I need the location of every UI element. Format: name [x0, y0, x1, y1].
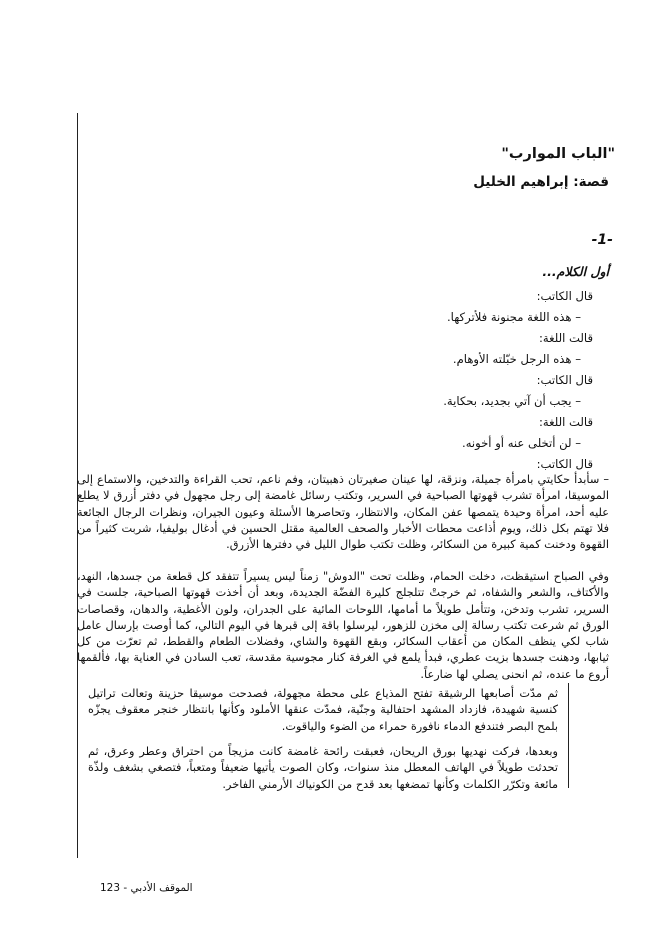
dialog-line: – هذه اللغة مجنونة فلأتركها. — [446, 310, 581, 324]
dialog-line: قال الكاتب: — [536, 457, 593, 471]
page-footer: الموقف الأدبي - 123 — [100, 882, 193, 894]
paragraph: – سأبدأ حكايتي بامرأة جميلة، ونزقة، لها عينان صغيرتان ذهبيتان، وفم ناعم، تحب القراءة والتدخين، والاستماع إلى الموسيقا، امرأة تشرب قهوتها الصباحية في السرير، وتكتب رسائل غامضة إلى رجل مجهول في دفتر أزرق لا يطلع عليه أحد، امرأة وحيدة يتمصها عفن المكان، والانتظار، وتحاصرها الأسئلة وعيون الجيران، ونظرات الرجال الجائعة فلا تهتم بكل ذلك، ويوم أذاعت محطات الأخبار والصحف العالمية مقتل الحسين في أدغال بوليفيا، شربت كثيراً من القهوة ودخنت كمية كبيرة من السكائر، وظلت تكتب طوال الليل في دفترها الأزرق. — [77, 473, 609, 552]
section-number: -1- — [591, 232, 613, 248]
section-subheading: أول الكلام... — [542, 264, 609, 279]
dialog-line: قال الكاتب: — [536, 373, 593, 387]
paragraph: وفي الصباح استيقظت، دخلت الحمام، وظلت تحت "الدوش" زمناً ليس يسيراً تتفقد كل قطعة من جسدها، النهد، والأكتاف، والشعر والشفاه، ثم خرجتْ تتلجلج كليرة الفضّة الجديدة، وبعد أن أخذت قهوتها الصباحية، جلست في السرير، تشرب وتدخن، وتتأمل طويلاً ما أمامها، اللوحات المائية على الجدران، ولون الأغطية، والدهان، وقصاصات الورق ثم شرعت تكتب رسالة إلى مخزن للزهور، ليرسلوا باقة إلى قبرها في اليوم التالي، كما أوصت بإرسال عامل شاب لكي ينظف المكان من أعقاب السكائر، وبقع القهوة والشاي، وفضلات الطعام والقطط، ثم تعرّت من كل ثيابها، ودهنت جسدها بزيت عطري، فبدأ يلمع في الغرفة كنار مجوسية مقدسة، تعب السادن في العناية بها، فألقمها أروع ما عنده، ثم انحنى يصلي لها ضارعاً. — [77, 570, 609, 681]
dialog-line: قال الكاتب: — [536, 289, 593, 303]
paragraph: ثم مدّت أصابعها الرشيقة تفتح المذياع على محطة مجهولة، فصدحت موسيقا حزينة وتعالت تراتيل كنسية شهيدة، فازداد المشهد احتفالية وجنّية، فمدّت عنقها الأملود وكأنها بانتظار خنجر معقوف يجزّه بلمح البصر فتندفع الدماء نافورة حمراء من الضوء والياقوت. — [88, 687, 558, 733]
dialog-line: قالت اللغة: — [539, 331, 593, 345]
paragraph: وبعدها، فركت نهديها بورق الريحان، فعبقت رائحة غامضة كانت مزيجاً من احتراق وعطر وعرق، ثم تحدثت طويلاً في الهاتف المعطل منذ سنوات، وكان الصوت يأتيها ضعيفاً ومتعباً، فتصغي بشغف ولذّة مائعة وتكرّر الكلمات وكأنها تمضغها بعد قدح من الكونياك الأرمني الفاخر. — [88, 745, 558, 791]
dialog-line: – هذه الرجل خبّلته الأوهام. — [452, 352, 581, 366]
dialog-line: – يجب أن آتي بجديد، بحكاية. — [443, 394, 581, 408]
dialog-line: – لن أتخلى عنه أو أخونه. — [462, 436, 581, 450]
story-title: "الباب الموارب" — [501, 146, 615, 162]
dialog-block — [93, 286, 593, 475]
paragraph-margin-rule — [568, 683, 569, 788]
story-author: قصة: إبراهيم الخليل — [473, 174, 609, 190]
dialog-line: قالت اللغة: — [539, 415, 593, 429]
